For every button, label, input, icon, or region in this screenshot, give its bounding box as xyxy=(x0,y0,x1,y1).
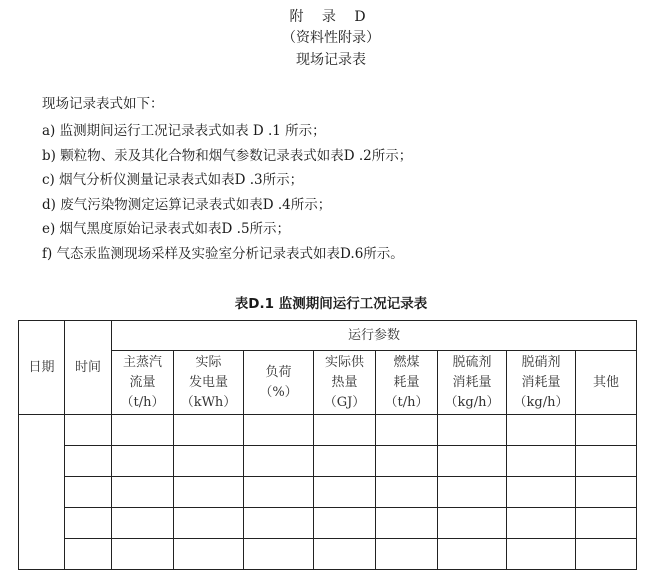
table-cell[interactable] xyxy=(376,446,438,477)
header-time: 时间 xyxy=(65,321,112,415)
table-cell[interactable] xyxy=(314,508,376,539)
table-cell[interactable] xyxy=(244,508,314,539)
table-cell[interactable] xyxy=(244,477,314,508)
table-cell[interactable] xyxy=(438,508,507,539)
header-operating-params: 运行参数 xyxy=(112,321,637,351)
list-item: f) 气态汞监测现场采样及实验室分析记录表式如表D.6所示。 xyxy=(42,245,404,262)
table-cell[interactable] xyxy=(314,539,376,570)
table-cell[interactable] xyxy=(507,539,576,570)
table-cell[interactable] xyxy=(112,446,174,477)
header-load: 负荷 （%） xyxy=(244,351,314,415)
table-cell[interactable] xyxy=(65,415,112,446)
table-row xyxy=(19,477,637,508)
table-cell[interactable] xyxy=(376,508,438,539)
header-main-steam-flow: 主蒸汽 流量 （t/h） xyxy=(112,351,174,415)
header-other: 其他 xyxy=(576,351,637,415)
table-cell[interactable] xyxy=(507,415,576,446)
header-actual-heat-supply: 实际供 热量 （GJ） xyxy=(314,351,376,415)
list-item: a) 监测期间运行工况记录表式如表 D .1 所示； xyxy=(42,123,326,139)
header-coal-consumption: 燃煤 耗量 （t/h） xyxy=(376,351,438,415)
table-cell[interactable] xyxy=(112,508,174,539)
table-cell[interactable] xyxy=(65,477,112,508)
appendix-title: 附 录 D xyxy=(289,9,373,25)
table-row xyxy=(19,539,637,570)
table-cell[interactable] xyxy=(438,446,507,477)
date-cell[interactable] xyxy=(19,415,65,570)
list-item: b) 颗粒物、汞及其化合物和烟气参数记录表式如表D .2所示； xyxy=(42,147,413,164)
table-cell[interactable] xyxy=(376,477,438,508)
table-cell[interactable] xyxy=(376,415,438,446)
table-cell[interactable] xyxy=(507,508,576,539)
header-date: 日期 xyxy=(19,321,65,415)
table-caption: 表D.1 监测期间运行工况记录表 xyxy=(234,296,428,312)
appendix-name: 现场记录表 xyxy=(296,52,366,68)
table-row xyxy=(19,446,637,477)
table-cell[interactable] xyxy=(314,446,376,477)
table-cell[interactable] xyxy=(112,539,174,570)
header-denitrifier-consumption: 脱硝剂 消耗量 （kg/h） xyxy=(507,351,576,415)
table-cell[interactable] xyxy=(576,415,637,446)
table-cell[interactable] xyxy=(244,415,314,446)
table-row xyxy=(19,415,637,446)
intro-text: 现场记录表式如下： xyxy=(42,96,164,112)
table-cell[interactable] xyxy=(507,477,576,508)
table-cell[interactable] xyxy=(438,477,507,508)
table-cell[interactable] xyxy=(174,539,244,570)
table-cell[interactable] xyxy=(507,446,576,477)
header-desulfurizer-consumption: 脱硫剂 消耗量 （kg/h） xyxy=(438,351,507,415)
table-cell[interactable] xyxy=(438,539,507,570)
table-cell[interactable] xyxy=(314,477,376,508)
table-cell[interactable] xyxy=(174,446,244,477)
list-item: d) 废气污染物测定运算记录表式如表D .4所示； xyxy=(42,196,332,213)
table-cell[interactable] xyxy=(174,508,244,539)
table-cell[interactable] xyxy=(314,415,376,446)
table-cell[interactable] xyxy=(376,539,438,570)
table-cell[interactable] xyxy=(576,539,637,570)
table-cell[interactable] xyxy=(65,446,112,477)
table-cell[interactable] xyxy=(438,415,507,446)
record-form-list xyxy=(42,119,412,266)
table-cell[interactable] xyxy=(576,477,637,508)
appendix-subtitle: （资料性附录） xyxy=(282,30,380,46)
table-cell[interactable] xyxy=(174,477,244,508)
table-cell[interactable] xyxy=(112,477,174,508)
list-item: c) 烟气分析仪测量记录表式如表D .3所示； xyxy=(42,172,304,188)
header-actual-generation: 实际 发电量 （kWh） xyxy=(174,351,244,415)
table-cell[interactable] xyxy=(576,508,637,539)
operation-record-table xyxy=(18,320,637,570)
table-row xyxy=(19,508,637,539)
list-item: e) 烟气黑度原始记录表式如表D .5所示； xyxy=(42,221,291,237)
table-cell[interactable] xyxy=(244,446,314,477)
table-cell[interactable] xyxy=(576,446,637,477)
table-cell[interactable] xyxy=(65,539,112,570)
table-cell[interactable] xyxy=(244,539,314,570)
table-cell[interactable] xyxy=(174,415,244,446)
table-cell[interactable] xyxy=(65,508,112,539)
table-cell[interactable] xyxy=(112,415,174,446)
